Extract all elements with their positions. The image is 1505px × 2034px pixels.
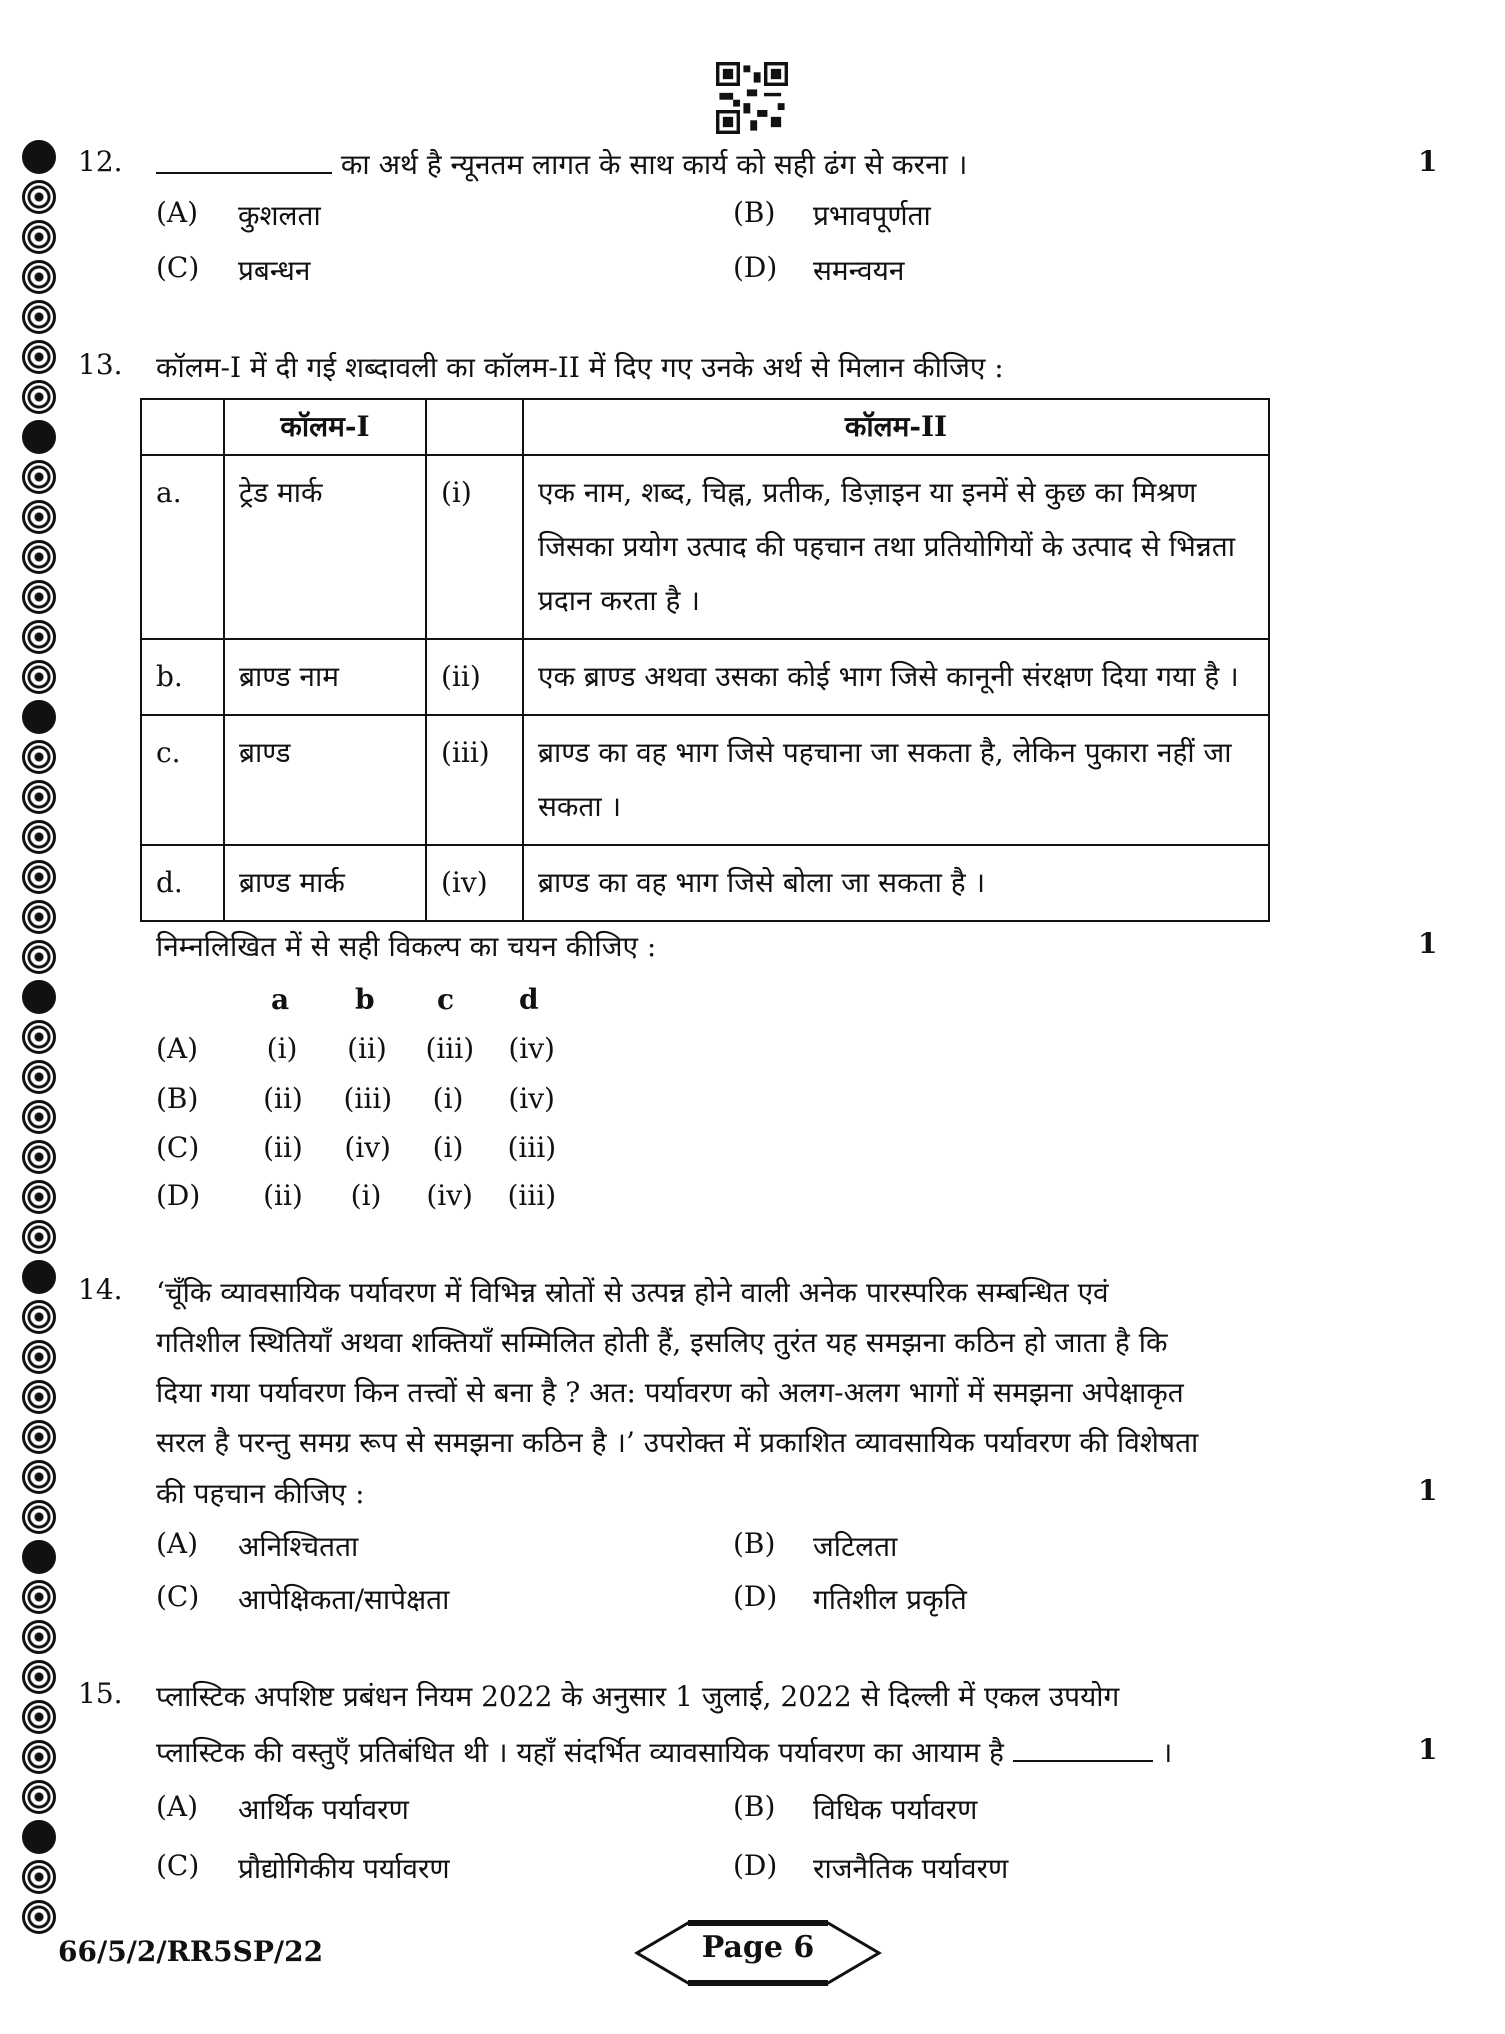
option-label: (B) (733, 1790, 776, 1823)
margin-ring-icon (22, 1460, 56, 1494)
margin-ring-icon (22, 660, 56, 694)
margin-ring-icon (22, 1860, 56, 1894)
table-cell: c. (141, 715, 224, 845)
option-value: (iv) (508, 1082, 555, 1115)
margin-ring-icon (22, 180, 56, 214)
margin-ring-icon (22, 1780, 56, 1814)
table-cell: (ii) (426, 639, 523, 715)
answer-column-header: d (519, 983, 539, 1016)
table-cell: ब्राण्ड का वह भाग जिसे पहचाना जा सकता है, लेकिन पुकारा नहीं जा सकता । (523, 715, 1269, 845)
table-header (141, 399, 224, 455)
table-cell: a. (141, 455, 224, 639)
option-label: (C) (156, 1580, 200, 1613)
option-text: प्रौद्योगिकीय पर्यावरण (238, 1852, 450, 1885)
option-value: (ii) (263, 1131, 303, 1164)
option-label: (C) (156, 251, 200, 284)
margin-ring-icon (22, 340, 56, 374)
option-value: (iv) (508, 1032, 555, 1065)
question-line (156, 1733, 1172, 1771)
option-label: (B) (733, 1527, 776, 1560)
answer-blank (156, 172, 332, 174)
margin-ring-icon (22, 740, 56, 774)
marks: 1 (1418, 927, 1438, 960)
margin-ring-icon (22, 380, 56, 414)
table-cell: b. (141, 639, 224, 715)
margin-ring-icon (22, 780, 56, 814)
question-text: कॉलम-I में दी गई शब्दावली का कॉलम-II में दिए गए उनके अर्थ से मिलान कीजिए : (156, 351, 1004, 384)
option-value: (iii) (343, 1082, 393, 1115)
question-line: सरल है परन्तु समग्र रूप से समझना कठिन है ।’ उपरोक्त में प्रकाशित व्यावसायिक पर्यावरण की विशेषता (156, 1426, 1199, 1459)
answer-blank (1013, 1760, 1153, 1762)
option-text: कुशलता (238, 199, 321, 232)
option-label: (A) (156, 196, 199, 229)
margin-ring-icon (22, 580, 56, 614)
margin-ring-icon (22, 820, 56, 854)
question-line: गतिशील स्थितियाँ अथवा शक्तियाँ सम्मिलित होती हैं, इसलिए तुरंत यह समझना कठिन हो जाता है कि (156, 1326, 1168, 1359)
question-number: 14. (78, 1273, 123, 1306)
option-label: (D) (156, 1179, 201, 1212)
question-line-text: प्लास्टिक की वस्तुएँ प्रतिबंधित थी । यहाँ संदर्भित व्यावसायिक पर्यावरण का आयाम है (156, 1736, 1004, 1769)
table-cell: ट्रेड मार्क (224, 455, 426, 639)
instruction-text: निम्नलिखित में से सही विकल्प का चयन कीजिए : (156, 930, 657, 963)
question-line: की पहचान कीजिए : (156, 1477, 365, 1510)
margin-ring-icon (22, 260, 56, 294)
margin-ring-icon (22, 420, 56, 454)
margin-ring-icon (22, 540, 56, 574)
option-value: (ii) (263, 1082, 303, 1115)
option-label: (B) (733, 196, 776, 229)
table-header: कॉलम-II (523, 399, 1269, 455)
answer-column-header: a (271, 983, 290, 1016)
option-text: अनिश्चितता (238, 1530, 359, 1563)
qr-code (716, 62, 788, 134)
margin-ring-icon (22, 500, 56, 534)
margin-ring-icon (22, 300, 56, 334)
margin-ring-icon (22, 900, 56, 934)
question-number: 15. (78, 1677, 123, 1710)
margin-ring-icon (22, 1260, 56, 1294)
margin-ring-icon (22, 1820, 56, 1854)
margin-ring-icon (22, 940, 56, 974)
margin-ring-icon (22, 1020, 56, 1054)
marks: 1 (1418, 145, 1438, 178)
margin-ring-icon (22, 1660, 56, 1694)
option-label: (C) (156, 1849, 200, 1882)
margin-ring-icon (22, 1620, 56, 1654)
option-label: (A) (156, 1790, 199, 1823)
table-cell: ब्राण्ड का वह भाग जिसे बोला जा सकता है । (523, 845, 1269, 921)
question-text-body: का अर्थ है न्यूनतम लागत के साथ कार्य को सही ढंग से करना । (340, 148, 968, 181)
option-text: आपेक्षिकता/सापेक्षता (238, 1583, 450, 1616)
question-number: 12. (78, 145, 123, 178)
table-cell: ब्राण्ड मार्क (224, 845, 426, 921)
option-label: (A) (156, 1032, 199, 1065)
option-value: (i) (266, 1032, 298, 1065)
option-value: (iv) (426, 1179, 473, 1212)
option-value: (iii) (507, 1179, 557, 1212)
option-value: (iii) (507, 1131, 557, 1164)
question-line-end: । (1161, 1736, 1173, 1769)
match-table (140, 398, 1270, 922)
option-text: प्रबन्धन (238, 254, 311, 287)
option-text: जटिलता (813, 1530, 898, 1563)
option-value: (i) (350, 1179, 382, 1212)
margin-ring-icon (22, 1300, 56, 1334)
table-cell: (i) (426, 455, 523, 639)
table-header: कॉलम-I (224, 399, 426, 455)
margin-ring-icon (22, 1340, 56, 1374)
option-value: (iv) (344, 1131, 391, 1164)
margin-ring-icon (22, 1180, 56, 1214)
option-value: (ii) (263, 1179, 303, 1212)
option-value: (iii) (425, 1032, 475, 1065)
margin-ring-icon (22, 1060, 56, 1094)
option-label: (B) (156, 1082, 199, 1115)
answer-column-header: c (437, 983, 455, 1016)
table-row (141, 455, 1269, 639)
margin-ring-icon (22, 1380, 56, 1414)
margin-ring-icon (22, 1220, 56, 1254)
question-line: दिया गया पर्यावरण किन तत्त्वों से बना है ? अत: पर्यावरण को अलग-अलग भागों में समझना अपेक्षाकृत (156, 1376, 1184, 1409)
table-header-row (141, 399, 1269, 455)
marks: 1 (1418, 1733, 1438, 1766)
table-cell: एक ब्राण्ड अथवा उसका कोई भाग जिसे कानूनी संरक्षण दिया गया है । (523, 639, 1269, 715)
table-row (141, 845, 1269, 921)
table-cell: ब्राण्ड (224, 715, 426, 845)
option-text: राजनैतिक पर्यावरण (813, 1852, 1009, 1885)
margin-ring-icon (22, 1900, 56, 1934)
option-text: आर्थिक पर्यावरण (238, 1793, 409, 1826)
answer-column-header: b (355, 983, 375, 1016)
margin-ring-icon (22, 620, 56, 654)
margin-ring-icon (22, 1140, 56, 1174)
option-label: (C) (156, 1131, 200, 1164)
margin-ring-icon (22, 220, 56, 254)
margin-ring-icon (22, 460, 56, 494)
page-number: Page 6 (701, 1930, 815, 1965)
margin-ring-icon (22, 1420, 56, 1454)
table-cell: (iv) (426, 845, 523, 921)
option-value: (ii) (347, 1032, 387, 1065)
option-text: प्रभावपूर्णता (813, 199, 931, 232)
option-label: (D) (733, 251, 778, 284)
margin-ring-icon (22, 1540, 56, 1574)
table-cell: ब्राण्ड नाम (224, 639, 426, 715)
margin-ring-icon (22, 1100, 56, 1134)
margin-ring-icon (22, 700, 56, 734)
question-line: ‘चूँकि व्यावसायिक पर्यावरण में विभिन्न स्रोतों से उत्पन्न होने वाली अनेक पारस्परिक सम्बन्धित एवं (156, 1276, 1109, 1309)
margin-ring-icon (22, 1740, 56, 1774)
option-value: (i) (432, 1131, 464, 1164)
question-number: 13. (78, 348, 123, 381)
margin-ring-icon (22, 1580, 56, 1614)
table-cell: एक नाम, शब्द, चिह्न, प्रतीक, डिज़ाइन या इनमें से कुछ का मिश्रण जिसका प्रयोग उत्पाद की पहचान तथा प्रतियोगियों के उत्पाद से भिन्नता प्रदान करता है । (523, 455, 1269, 639)
table-row (141, 715, 1269, 845)
option-text: समन्वयन (813, 254, 905, 287)
option-label: (A) (156, 1527, 199, 1560)
question-line: प्लास्टिक अपशिष्ट प्रबंधन नियम 2022 के अनुसार 1 जुलाई, 2022 से दिल्ली में एकल उपयोग (156, 1680, 1120, 1713)
option-label: (D) (733, 1580, 778, 1613)
margin-ring-icon (22, 860, 56, 894)
margin-ring-icon (22, 1500, 56, 1534)
marks: 1 (1418, 1474, 1438, 1507)
table-cell: d. (141, 845, 224, 921)
option-text: विधिक पर्यावरण (813, 1793, 978, 1826)
paper-code: 66/5/2/RR5SP/22 (58, 1935, 324, 1968)
question-text (156, 145, 967, 183)
margin-ring-strip (22, 140, 58, 1940)
table-cell: (iii) (426, 715, 523, 845)
option-value: (i) (432, 1082, 464, 1115)
option-label: (D) (733, 1849, 778, 1882)
table-row (141, 639, 1269, 715)
margin-ring-icon (22, 140, 56, 174)
table-header (426, 399, 523, 455)
margin-ring-icon (22, 1700, 56, 1734)
margin-ring-icon (22, 980, 56, 1014)
option-text: गतिशील प्रकृति (813, 1583, 967, 1616)
